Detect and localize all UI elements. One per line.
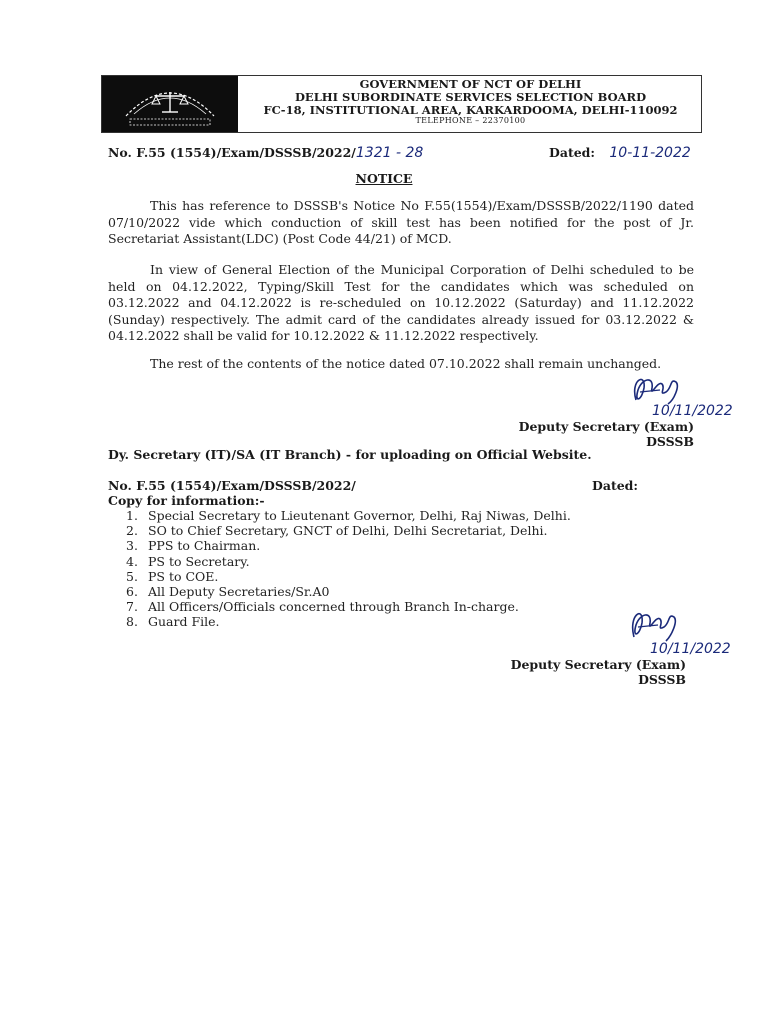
signature-2-block [490,657,686,687]
copy-dated-label: Dated: [592,478,639,493]
letterhead-line-3: FC-18, INSTITUTIONAL AREA, KARKARDOOMA, DELHI-110092 [263,102,678,117]
signature-2-org: DSSSB [638,672,686,687]
signature-1-date: 10/11/2022 [652,403,733,419]
signature-1-designation: Deputy Secretary (Exam) [518,419,694,434]
letterhead [101,75,702,133]
list-item: 1. Special Secretary to Lieutenant Governor, Delhi, Raj Niwas, Delhi. [126,508,571,523]
letterhead-telephone: TELEPHONE – 22370100 [415,116,526,126]
list-item: 7. All Officers/Officials concerned through Branch In-charge. [126,599,519,615]
signature-1-org: DSSSB [646,434,694,449]
reference-handwritten: 1321 - 28 [355,145,424,161]
uploading-instruction: Dy. Secretary (IT)/SA (IT Branch) - for uploading on Official Website. [108,447,592,462]
reference-date [549,145,691,161]
letterhead-line-2: DELHI SUBORDINATE SERVICES SELECTION BOARD [294,89,647,104]
copy-list [108,508,571,630]
notice-title: NOTICE [355,171,413,186]
list-item: 3. PPS to Chairman. [126,538,261,554]
signature-2-designation: Deputy Secretary (Exam) [510,657,686,672]
logo [102,76,238,132]
paragraph-2: In view of General Election of the Municipal Corporation of Delhi scheduled to be held on 04.12.2022, Typing/Skill Test for the candidates which was scheduled on 03.12.2022 and 04.12.2022 is re-scheduled on 10.12.2022 (Saturday) and 11.12.2022 (Sunday) respectively. The admit card of the candidates already issued for 03.12.2022 & 04.12.2022 shall be valid for 10.12.2022 & 11.12.2022 respectively. [108,262,694,343]
paragraph-3: The rest of the contents of the notice dated 07.10.2022 shall remain unchanged. [150,356,662,371]
dated-handwritten: 10-11-2022 [609,145,691,161]
list-item: 6. All Deputy Secretaries/Sr.A0 [126,584,330,600]
dated-label: Dated: [549,145,596,160]
signature-2-date: 10/11/2022 [650,641,731,657]
dsssb-emblem-icon [112,78,228,130]
signature-1-block [490,419,694,449]
letterhead-line-1: GOVERNMENT OF NCT OF DELHI [359,77,582,91]
copy-heading: Copy for information:- [108,493,265,508]
list-item: 4. PS to Secretary. [126,553,250,569]
list-item: 2. SO to Chief Secretary, GNCT of Delhi, Delhi Secretariat, Delhi. [126,523,548,539]
copy-reference: No. F.55 (1554)/Exam/DSSSB/2022/ [108,478,356,493]
list-item: 5. PS to COE. [126,568,219,584]
list-item: 8. Guard File. [126,614,220,630]
reference-number [108,145,423,161]
paragraph-1: This has reference to DSSSB's Notice No F.55(1554)/Exam/DSSSB/2022/1190 dated 07/10/2022 vide which conduction of skill test has been notified for the post of Jr. Secretariat Assistant(LDC) (Post Code 44/21) of MCD. [108,198,694,246]
reference-printed: No. F.55 (1554)/Exam/DSSSB/2022/ [108,145,356,160]
